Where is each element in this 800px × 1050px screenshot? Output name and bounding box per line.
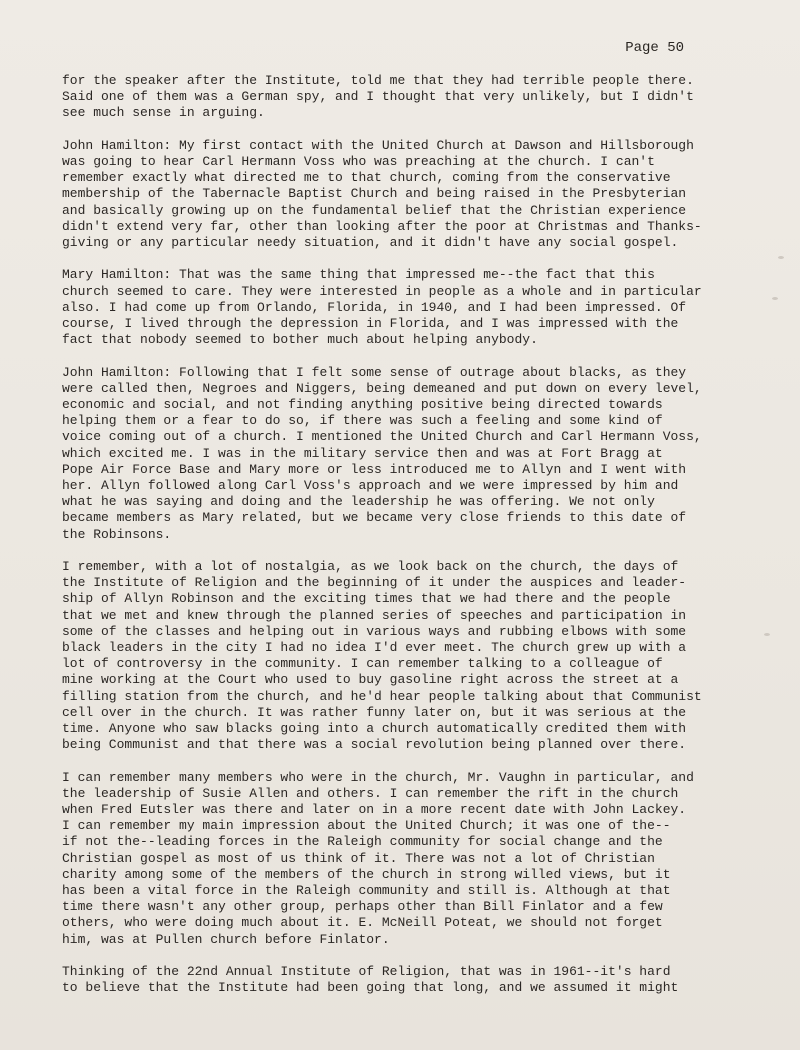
text-line: has been a vital force in the Raleigh community and still is. Although at that (62, 883, 671, 899)
text-line: which excited me. I was in the military service then and was at Fort Bragg at (62, 445, 663, 461)
paragraph (62, 73, 752, 122)
paragraph (62, 365, 752, 543)
text-line: helping them or a fear to do so, if there was such a feeling and some kind of (62, 413, 663, 429)
paragraph (62, 138, 752, 251)
text-line: didn't extend very far, other than looking after the poor at Christmas and Thanks- (62, 218, 702, 234)
text-line: fact that nobody seemed to bother much about helping anybody. (62, 332, 538, 348)
text-line: him, was at Pullen church before Finlator. (62, 931, 390, 947)
paragraph (62, 559, 752, 753)
paper-speck (778, 256, 784, 259)
text-line: I remember, with a lot of nostalgia, as we look back on the church, the days of (62, 559, 679, 575)
text-line: also. I had come up from Orlando, Florida, in 1940, and I had been impressed. Of (62, 299, 687, 315)
text-line: others, who were doing much about it. E. McNeill Poteat, we should not forget (62, 915, 663, 931)
text-line: charity among some of the members of the church in strong willed views, but it (62, 866, 671, 882)
text-line: Said one of them was a German spy, and I thought that very unlikely, but I didn't (62, 89, 694, 105)
text-line: mine working at the Court who used to buy gasoline right across the street at a (62, 672, 679, 688)
text-line: time there wasn't any other group, perhaps other than Bill Finlator and a few (62, 899, 663, 915)
text-line: and basically growing up on the fundamental belief that the Christian experience (62, 202, 687, 218)
text-line: some of the classes and helping out in various ways and rubbing elbows with some (62, 623, 687, 639)
text-line: see much sense in arguing. (62, 105, 265, 121)
text-line: to believe that the Institute had been going that long, and we assumed it might (62, 980, 679, 996)
text-line: voice coming out of a church. I mentioned the United Church and Carl Hermann Voss, (62, 429, 702, 445)
text-line: were called then, Negroes and Niggers, being demeaned and put down on every level, (62, 380, 702, 396)
text-line: ship of Allyn Robinson and the exciting times that we had there and the people (62, 591, 671, 607)
text-line: the Institute of Religion and the beginning of it under the auspices and leader- (62, 575, 687, 591)
text-line: Pope Air Force Base and Mary more or less introduced me to Allyn and I went with (62, 461, 687, 477)
text-line: I can remember many members who were in the church, Mr. Vaughn in particular, and (62, 769, 694, 785)
text-line: if not the--leading forces in the Raleigh community for social change and the (62, 834, 663, 850)
text-line: Christian gospel as most of us think of it. There was not a lot of Christian (62, 850, 655, 866)
text-line: for the speaker after the Institute, told me that they had terrible people there. (62, 73, 694, 88)
paper-speck (764, 633, 770, 636)
text-line: John Hamilton: My first contact with the United Church at Dawson and Hillsborough (62, 137, 694, 153)
paragraph (62, 964, 752, 996)
text-line: when Fred Eutsler was there and later on in a more recent date with John Lackey. (62, 802, 687, 818)
text-line: I can remember my main impression about the United Church; it was one of the-- (62, 818, 671, 834)
text-line: black leaders in the city I had no idea I'd ever meet. The church grew up with a (62, 640, 687, 656)
paragraph (62, 267, 752, 348)
text-line: giving or any particular needy situation, and it didn't have any social gospel. (62, 235, 679, 251)
text-line: economic and social, and not finding anything positive being directed towards (62, 397, 663, 413)
text-line: time. Anyone who saw blacks going into a church automatically credited them with (62, 721, 687, 737)
text-line: what he was saying and doing and the leadership he was offering. We not only (62, 494, 655, 510)
text-line: John Hamilton: Following that I felt some sense of outrage about blacks, as they (62, 364, 687, 380)
text-line: lot of controversy in the community. I can remember talking to a colleague of (62, 656, 663, 672)
text-line: the Robinsons. (62, 526, 172, 542)
text-line: filling station from the church, and he'd hear people talking about that Communist (62, 688, 702, 704)
text-line: membership of the Tabernacle Baptist Church and being raised in the Presbyterian (62, 186, 687, 202)
text-line: remember exactly what directed me to that church, coming from the conservative (62, 170, 671, 186)
text-line: being Communist and that there was a social revolution being planned over there. (62, 737, 687, 753)
text-line: Mary Hamilton: That was the same thing that impressed me--the fact that this (62, 267, 655, 283)
paper-speck (772, 297, 778, 300)
text-line: the leadership of Susie Allen and others. I can remember the rift in the church (62, 785, 679, 801)
text-line: her. Allyn followed along Carl Voss's approach and we were impressed by him and (62, 478, 679, 494)
text-line: church seemed to care. They were interested in people as a whole and in particular (62, 283, 702, 299)
body-text (62, 73, 752, 1013)
paragraph (62, 770, 752, 948)
text-line: course, I lived through the depression in Florida, and I was impressed with the (62, 316, 679, 332)
text-line: was going to hear Carl Hermann Voss who was preaching at the church. I can't (62, 154, 655, 169)
text-line: became members as Mary related, but we became very close friends to this date of (62, 510, 687, 526)
text-line: Thinking of the 22nd Annual Institute of Religion, that was in 1961--it's hard (62, 964, 671, 980)
page-number: Page 50 (625, 40, 684, 56)
text-line: cell over in the church. It was rather funny later on, but it was serious at the (62, 704, 687, 720)
text-line: that we met and knew through the planned series of speeches and participation in (62, 607, 687, 623)
